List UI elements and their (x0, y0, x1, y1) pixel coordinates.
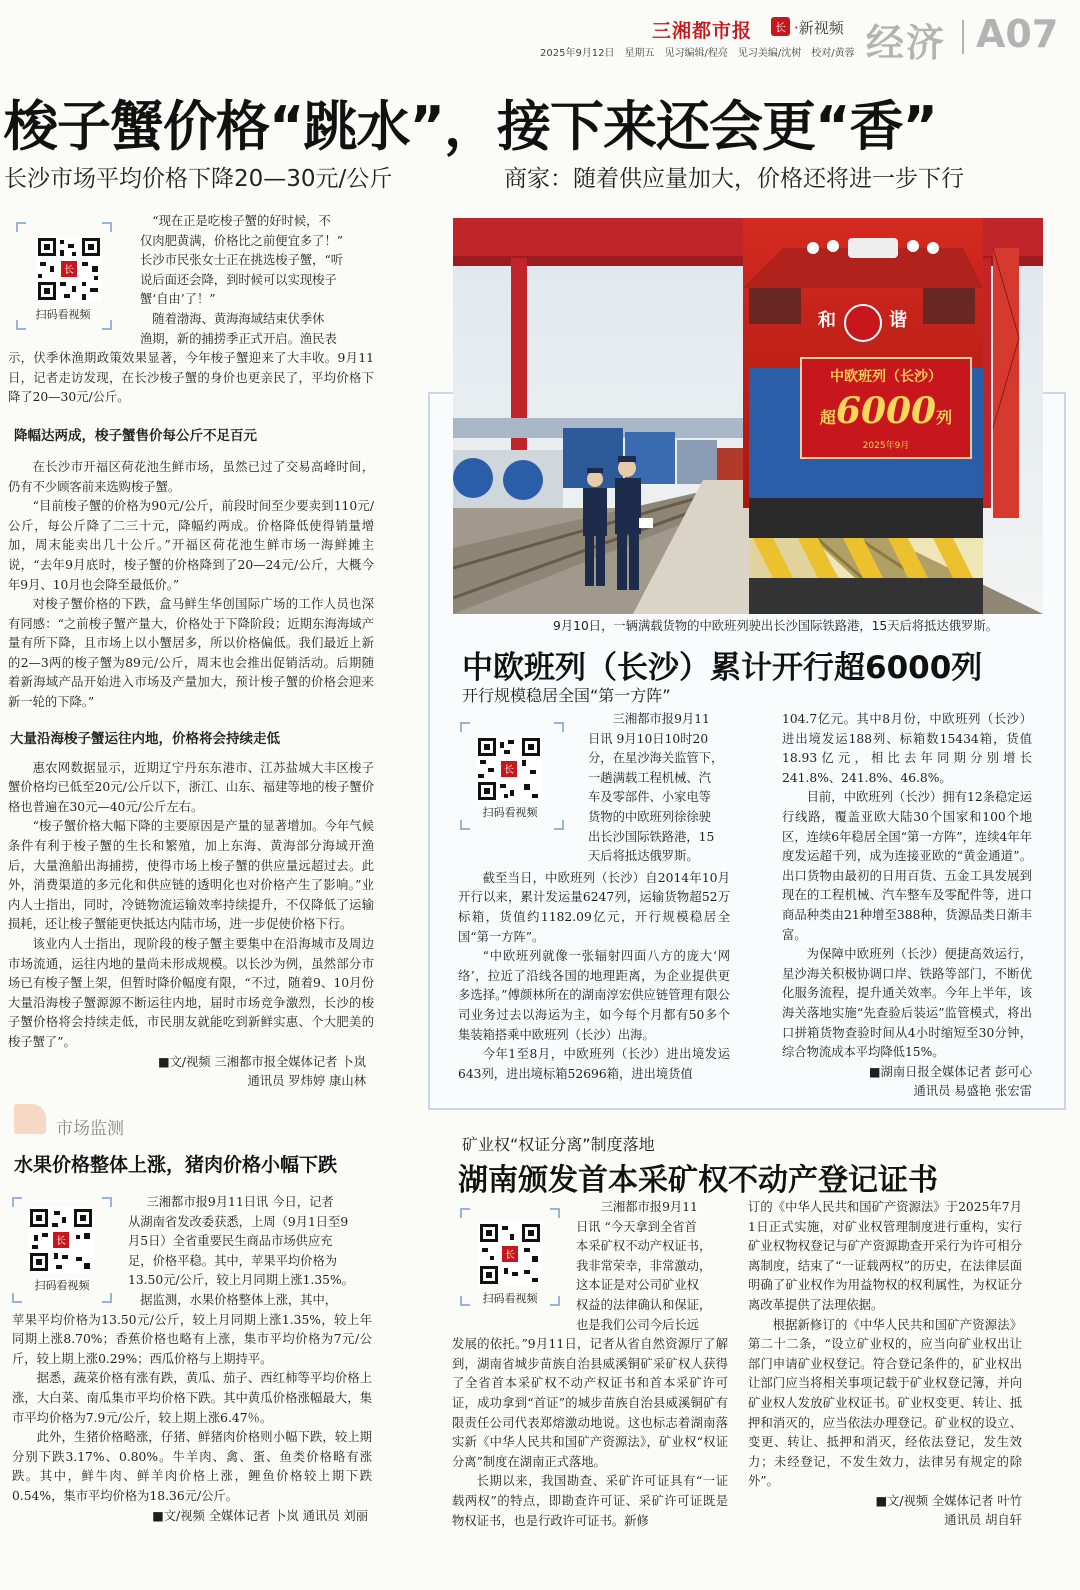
paragraph: “梭子蟹价格大幅下降的主要原因是产量的显著增加。今年气候条件有利于梭子蟹的生长和繁殖，加上东海、黄海部分海域开渔后，大量渔船出海捕捞，使得市场上梭子蟹的供应量远超过去。此外，消费渠道的多元化和供应链的透明化也对价格产生了影响。”业内人士指出，同时，冷链物流运输效率持续提升，不仅降低了运输损耗，还让梭子蟹能更快抵达内陆市场，进一步促使价格下行。 (8, 819, 374, 932)
train-headline: 中欧班列（长沙）累计开行超6000列 (462, 650, 983, 686)
photo-banner-title: 中欧班列（长沙） (830, 369, 942, 385)
mining-kicker: 矿业权“权证分离”制度落地 (462, 1135, 655, 1154)
paragraph: 今年1至8月，中欧班列（长沙）进出境发运643列，进出境标箱52696箱，进出境货值 (458, 1047, 730, 1081)
mining-article-col1 (452, 1198, 728, 1531)
main-headline: 梭子蟹价格“跳水”，接下来还会更“香” (4, 95, 937, 158)
column-marker-icon (14, 1104, 46, 1134)
qr-code-icon[interactable] (28, 1207, 94, 1273)
page-number: A07 (976, 12, 1059, 56)
byline: 通讯员 易盛艳 张宏雷 (913, 1083, 1032, 1098)
intro-line: 车及零部件、小家电等 (588, 790, 711, 805)
paragraph: 根据新修订的《中华人民共和国矿产资源法》第二十二条，“设立矿业权的，应当向矿业权出让部门申请矿业权登记。符合登记条件的，矿业权出让部门应当将相关事项记载于矿业权登记簿，并向矿业权人发放矿业权证书。矿业权变更、转让、抵押和消灭的，应当依法办理登记。矿业权的设立、变更、转让、抵押和消灭，经依法登记，发生效力；未经登记，不发生效力，法律另有规定的除外”。 (748, 1317, 1022, 1489)
paragraph: 截至当日，中欧班列（长沙）自2014年10月开行以来，累计发运量6247列，运输货物超52万标箱，货值约1182.09亿元，开行规模稳居全国“第一方阵”。 (458, 870, 730, 944)
crab-article (8, 212, 374, 1091)
intro-line: 足，价格平稳。其中，苹果平均价格为 (128, 1253, 338, 1268)
header-divider (962, 20, 964, 54)
intro-line: 本采矿权不动产权证书， (576, 1239, 712, 1254)
svg-text:长: 长 (56, 1236, 66, 1247)
paragraph: 据悉，蔬菜价格有涨有跌，黄瓜、茄子、西红柿等平均价格上涨，大白菜、南瓜集市平均价格下跌。其中黄瓜价格涨幅最大，集市平均价格为7.9元/公斤，较上期上涨6.47％。 (12, 1371, 372, 1425)
crab-subhead-2: 大量沿海梭子蟹运往内地，价格将会持续走低 (10, 730, 280, 747)
intro-lines (570, 710, 723, 867)
mining-article-col2 (748, 1198, 1022, 1530)
byline: 通讯员 胡自轩 (944, 1512, 1022, 1527)
byline: ■文/视频 全媒体记者 叶竹 (875, 1493, 1022, 1508)
photo-banner-suffix: 列 (936, 408, 953, 427)
train-subheadline: 开行规模稳居全国“第一方阵” (462, 686, 671, 705)
intro-line: 三湘都市报9月11日讯 今日，记者 (146, 1195, 334, 1209)
paragraph: 对梭子蟹价格的下跌，盒马鲜生华创国际广场的工作人员也深有同感：“之前梭子蟹产量大，价格处于下降阶段；近期东海海域产量有所下降，且市场上以小蟹居多，所以价格偏低。我们最近上新的2—3两的梭子蟹为89元/公斤，周末也会推出促销活动。后期随着新海域产品开始进入市场及产量加大，预计梭子蟹的价格会迎来新一轮的下降。” (8, 597, 374, 710)
loco-lettering-left: 和 (818, 310, 836, 331)
section-name: 经济 (866, 21, 947, 65)
intro-line: 月5日）全省重要民生商品市场供应充 (128, 1234, 333, 1249)
intro-line: 这本证是对公司矿业权 (576, 1278, 699, 1293)
paragraph: 此外，生猪价格略涨，仔猪、鲜猪肉价格则小幅下跌，较上期分别下跌3.17%、0.80%。牛羊肉、禽、蛋、鱼类价格略有涨跌。其中，鲜牛肉、鲜羊肉价格上涨，鲤鱼价格较上期下跌0.54%，集市平均价格为18.36元/公斤。 (12, 1430, 372, 1503)
intro-line: 我非常荣幸，非常激动， (576, 1258, 712, 1273)
intro-line: 分，在星沙海关监管下， (588, 751, 724, 766)
qr-block[interactable] (8, 212, 118, 332)
paragraph: 惠农网数据显示，近期辽宁丹东东港市、江苏盐城大丰区梭子蟹价格均已低至20元/公斤以下，浙江、山东、福建等地的梭子蟹价格也普遍在30元—40元/公斤左右。 (8, 760, 374, 814)
intro-line: 三湘都市报9月11 (600, 1200, 698, 1214)
intro-line: 一趟满载工程机械、汽 (588, 770, 711, 785)
intro-line: 蟹‘自由’了！” (140, 292, 216, 307)
brand-logo-icon: 长 (771, 17, 790, 36)
intro-line: 货物的中欧班列徐徐驶 (588, 809, 711, 824)
newspaper-brand: 三湘都市报 (652, 20, 753, 42)
photo-banner-number: 6000 (835, 390, 937, 432)
paragraph: 目前，中欧班列（长沙）拥有12条稳定运行线路，覆盖亚欧大陆30个国家和100个地区，连续6年稳居全国“第一方阵”，连续4年年度发运超千列，成为连接亚欧的“黄金通道”。出口货物由最初的日用百货、五金工具发展到现在的工程机械、汽车整车及零配件等，进口商品种类由21种增至388种，货源品类日渐丰富。 (782, 790, 1032, 942)
paragraph: 该业内人士指出，现阶段的梭子蟹主要集中在沿海城市及周边市场流通，运往内地的量尚未形成规模。以长沙为例，虽然部分市场已有梭子蟹上架，但暂时降价幅度有限，“不过，随着9、10月份大量沿海梭子蟹源源不断运往内地，届时市场竞争激烈，长沙的梭子蟹价格将会持续走低，市民朋友就能吃到新鲜实惠、个大肥美的梭子蟹了”。 (8, 937, 374, 1049)
svg-text:长: 长 (64, 265, 74, 276)
crab-subhead-1: 降幅达两成，梭子蟹售价每公斤不足百元 (14, 427, 257, 444)
intro-lines (112, 1193, 354, 1311)
byline: 通讯员 罗炜婷 康山林 (247, 1073, 366, 1088)
main-subheadline-right: 商家：随着供应量加大，价格还将进一步下行 (504, 166, 964, 192)
qr-code-icon[interactable] (36, 236, 102, 302)
qr-code-icon[interactable] (476, 736, 542, 802)
loco-lettering-right: 谐 (889, 310, 907, 331)
paragraph: 在长沙市开福区荷花池生鲜市场，虽然已过了交易高峰时间，仍有不少顾客前来选购梭子蟹。 (8, 459, 374, 494)
svg-text:长: 长 (504, 765, 514, 776)
brand-subtitle: ·新视频 (794, 19, 844, 37)
issue-meta: 2025年9月12日 星期五 见习编辑/程亮 见习美编/沈树 校对/黄蓉 (540, 48, 855, 59)
intro-line: 据监测，水果价格整体上涨，其中， (128, 1292, 338, 1307)
intro-line: 出长沙国际铁路港，15 (588, 829, 715, 844)
intro-lines (568, 1198, 711, 1335)
intro-line: 长沙市民张女士正在挑选梭子蟹，“听 (140, 253, 344, 268)
paragraph: 订的《中华人民共和国矿产资源法》于2025年7月1日正式实施，对矿业权管理制度进行重构，实行矿业权物权登记与矿产资源勘查开采行为许可相分离制度，结束了“一证载两权”的历史，在法律层面明确了矿业权作为用益物权的权利属性，为权证分离改革提供了法理依据。 (748, 1200, 1022, 1312)
paragraph: 发展的依托。”9月11日，记者从省自然资源厅了解到，湖南省城步苗族自治县威溪铜矿采矿权人获得了全省首本采矿权不动产权证书和首本采矿许可证，成功拿到“首证”的城步苗族自治县威溪铜矿有限责任公司代表郑熔激动地说。这也标志着湖南落实新《中华人民共和国矿产资源法》，矿业权“权证分离”制度在湖南正式落地。 (452, 1337, 728, 1469)
svg-text:长: 长 (505, 1250, 515, 1261)
qr-block[interactable] (458, 710, 570, 830)
paragraph: 示，伏季休渔期政策效果显著，今年梭子蟹迎来了大丰收。9月11日，记者走访发现，在长沙梭子蟹的身价也更亲民了，平均价格下降了20—30元/公斤。 (8, 351, 374, 405)
intro-line: 渔期，新的捕捞季正式开启。渔民表 (140, 331, 337, 346)
photo-banner-prefix: 超 (819, 408, 836, 427)
train-photo (453, 218, 1043, 614)
qr-label: 扫码看视频 (482, 1292, 538, 1305)
intro-line: 仅肉肥黄满，价格比之前便宜多了！” (140, 233, 344, 248)
intro-line: “现在正是吃梭子蟹的好时候，不 (152, 214, 331, 228)
market-headline: 水果价格整体上涨，猪肉价格小幅下跌 (14, 1154, 338, 1176)
intro-lines (118, 212, 374, 349)
intro-line: 日讯 9月10日10时20 (588, 731, 709, 746)
qr-block[interactable] (12, 1193, 112, 1305)
train-article-col2 (782, 710, 1032, 1101)
intro-line: 也是我们公司今后长远 (576, 1317, 699, 1332)
paragraph: 长期以来，我国勘查、采矿许可证具有“一证载两权”的特点，即勘查许可证、采矿许可证既是物权证书，也是行政许可证书。新修 (452, 1474, 728, 1528)
qr-block[interactable] (452, 1198, 568, 1310)
photo-banner-date: 2025年9月 (862, 441, 910, 451)
train-article-col1 (458, 710, 730, 1084)
intro-line: 日讯 “今天拿到全省首 (576, 1219, 697, 1234)
mining-headline: 湖南颁发首本采矿权不动产登记证书 (458, 1163, 938, 1198)
photo-banner-count (803, 390, 969, 432)
qr-label: 扫码看视频 (35, 308, 91, 321)
paragraph: 苹果平均价格为13.50元/公斤，较上月同期上涨1.35%，较上年同期上涨8.70%；香蕉价格也略有上涨，集市平均价格为7元/公斤，较上期上涨0.29%；西瓜价格与上期持平。 (12, 1312, 372, 1366)
intro-line: 从湖南省发改委获悉，上周（9月1日至9 (128, 1214, 349, 1229)
qr-label: 扫码看视频 (34, 1279, 90, 1292)
intro-line: 说后面还会降，到时候可以实现梭子 (140, 272, 337, 287)
paragraph: “目前梭子蟹的价格为90元/公斤，前段时间至少要卖到110元/公斤，每公斤降了二三十元，降幅约两成。价格降低使得销量增加，周末能卖出几十公斤。”开福区荷花池生鲜市场一海鲜摊主说，“去年9月底时，梭子蟹的价格降到了20—24元/公斤，大概今年9月、10月也会降至最低价。” (8, 499, 374, 592)
paragraph: 为保障中欧班列（长沙）便捷高效运行，星沙海关积极协调口岸、铁路等部门，不断优化服务流程，提升通关效率。今年上半年，该海关落地实施“先查验后装运”监管模式，将出口拼箱货物查验时间从4小时缩短至30分钟，综合物流成本平均降低15%。 (782, 947, 1032, 1060)
byline: ■文/视频 全媒体记者 卜岚 通讯员 刘丽 (152, 1508, 368, 1523)
qr-code-icon[interactable] (478, 1222, 542, 1286)
qr-label: 扫码看视频 (482, 806, 538, 819)
market-article (12, 1193, 372, 1526)
paragraph: 104.7亿元。其中8月份，中欧班列（长沙）进出境发运188列、标箱数15434箱，货值18.93亿元，相比去年同期分别增长241.8%、241.8%、46.8%。 (782, 712, 1032, 785)
paragraph: “中欧班列就像一张辐射四面八方的庞大‘网络’，拉近了沿线各国的地理距离，为企业提供更多选择。”傅颜林所在的湖南淳宏供应链管理有限公司业务过去以海运为主，如今每个月都有50多个集装箱搭乘中欧班列（长沙）出海。 (458, 949, 730, 1042)
intro-line: 三湘都市报9月11 (612, 712, 710, 726)
photo-caption: 9月10日，一辆满载货物的中欧班列驶出长沙国际铁路港，15天后将抵达俄罗斯。 (553, 619, 998, 633)
intro-line: 13.50元/公斤，较上月同期上涨1.35%。 (128, 1273, 354, 1288)
byline: ■文/视频 三湘都市报全媒体记者 卜岚 (157, 1054, 366, 1069)
intro-line: 随着渤海、黄海海域结束伏季休 (140, 311, 325, 326)
intro-line: 天后将抵达俄罗斯。 (588, 849, 699, 864)
main-subheadline-left: 长沙市场平均价格下降20—30元/公斤 (4, 166, 393, 192)
byline: ■湖南日报全媒体记者 彭可心 (868, 1064, 1032, 1079)
intro-line: 权益的法律确认和保证， (576, 1297, 712, 1312)
column-label: 市场监测 (56, 1119, 124, 1139)
